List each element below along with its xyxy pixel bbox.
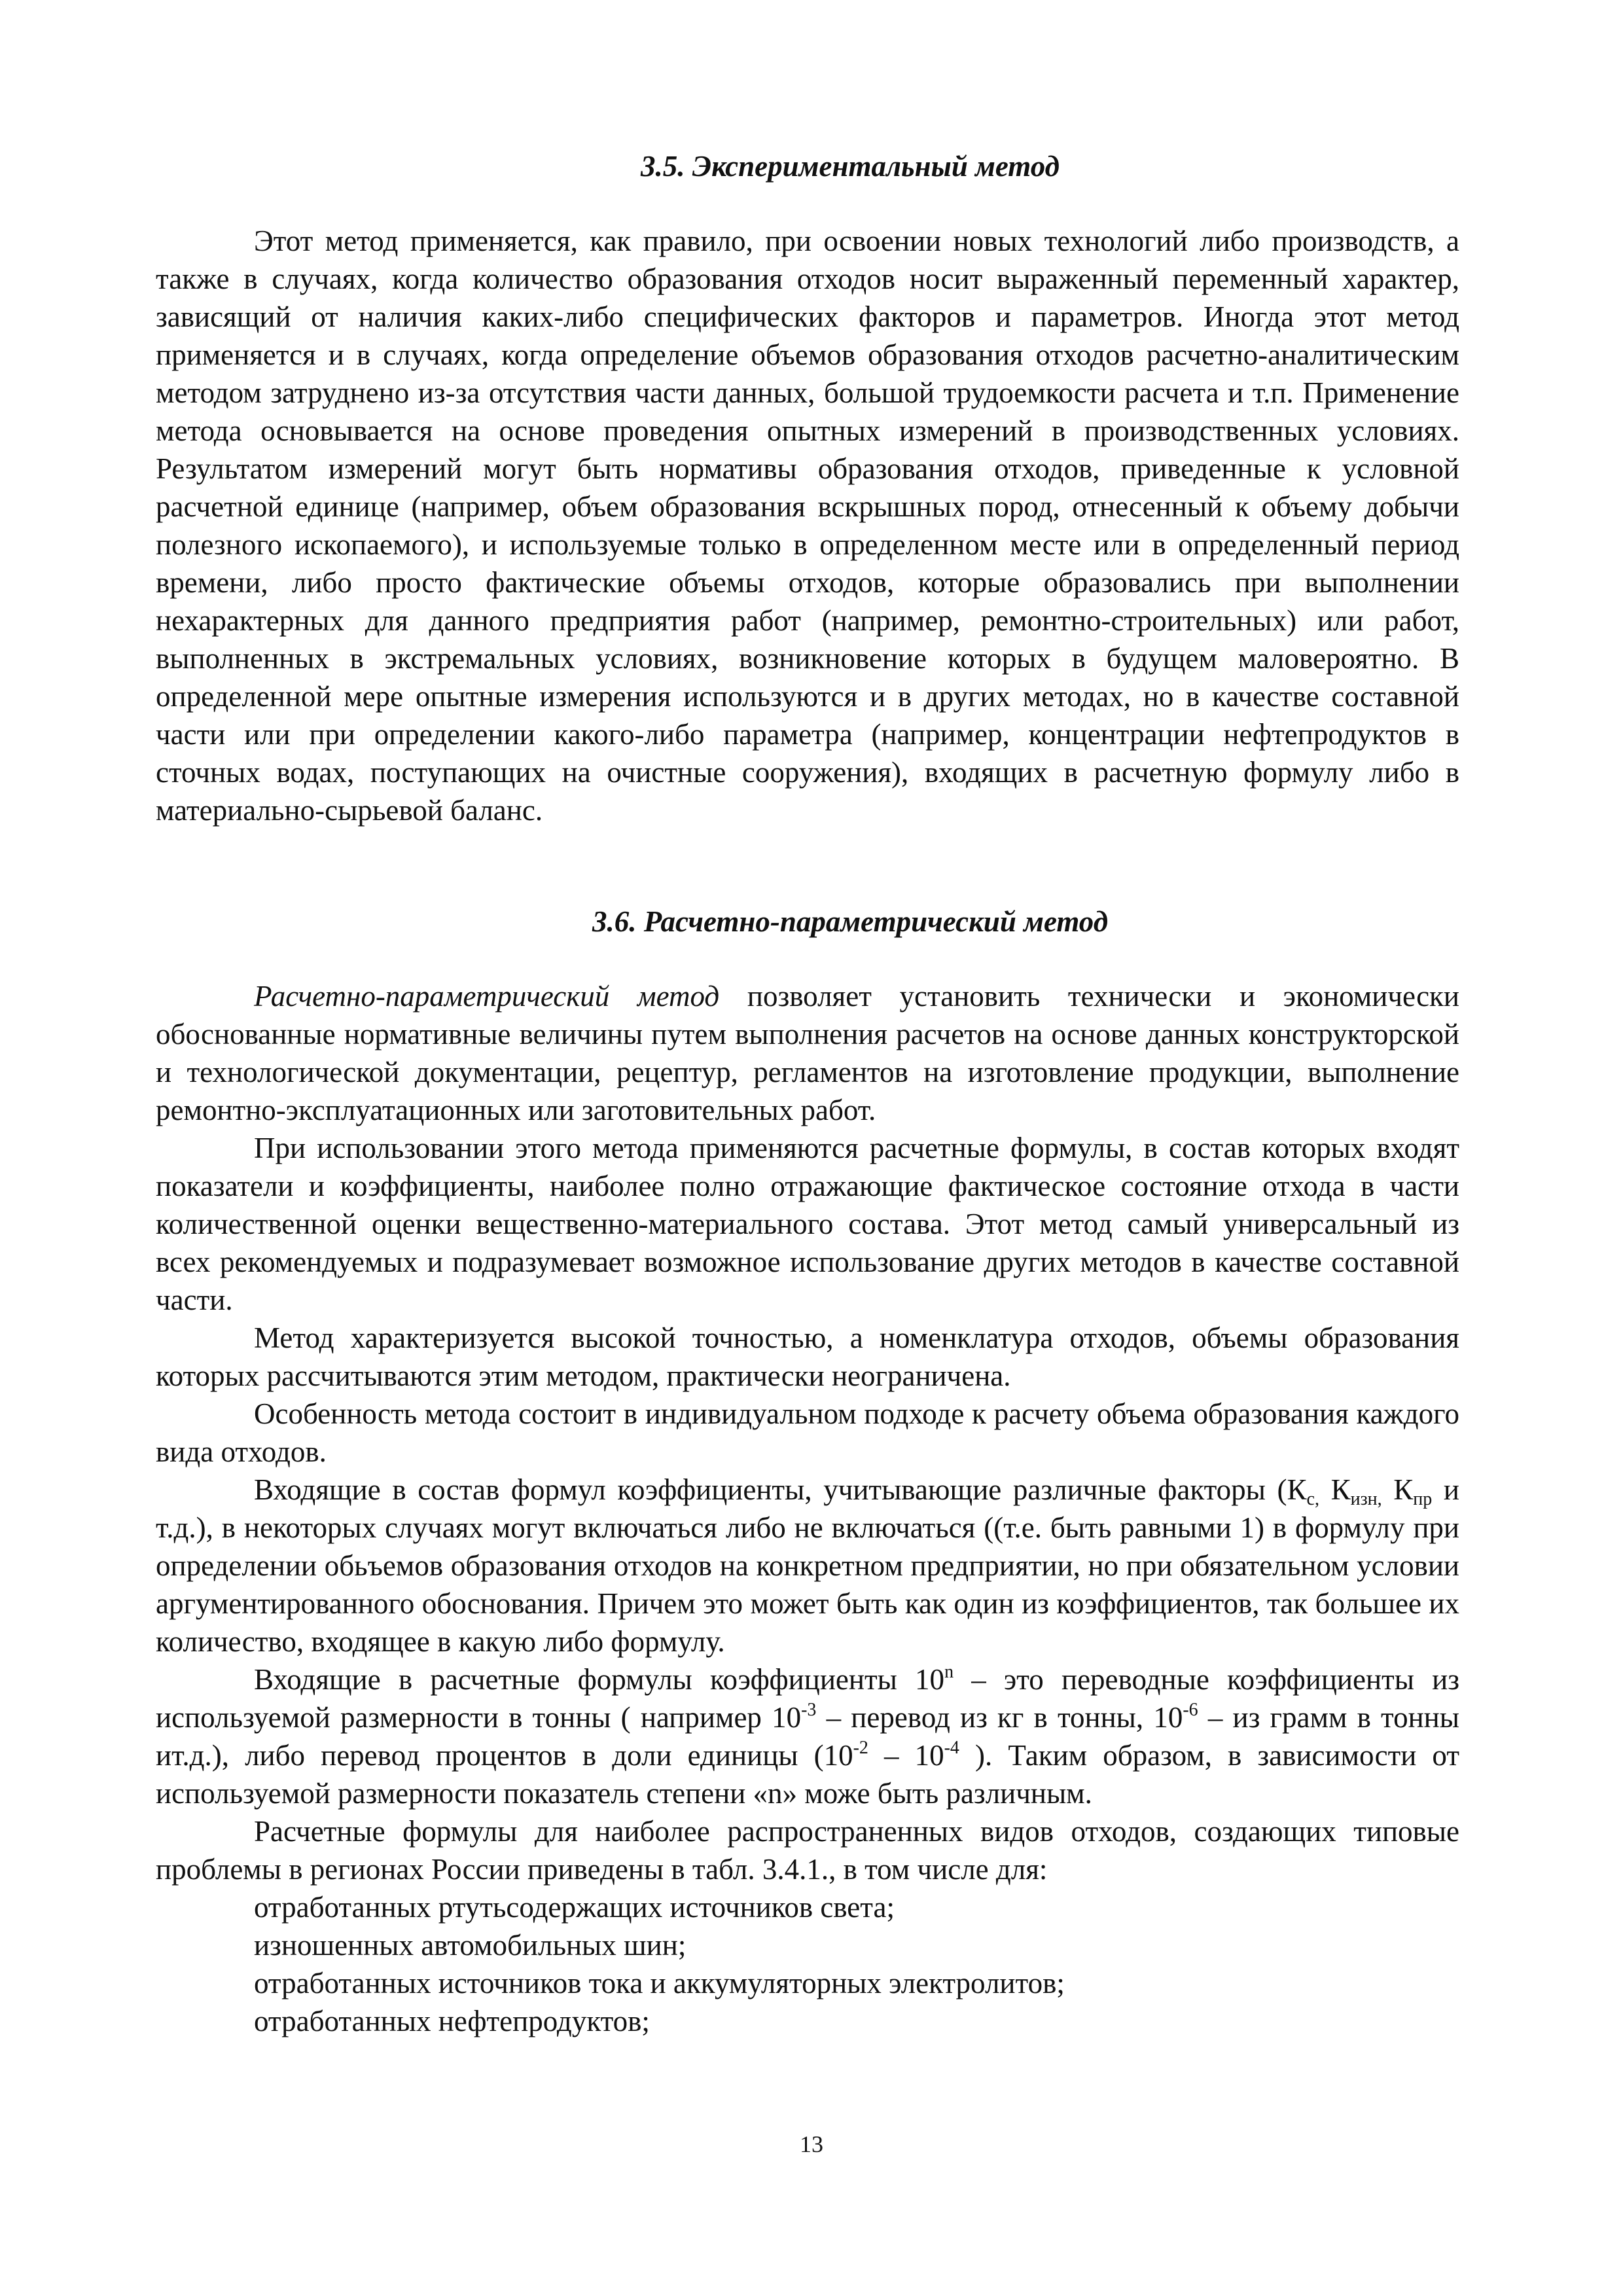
method-term: Расчетно-параметрический метод <box>254 980 720 1013</box>
section-3-6-paragraph-3: Метод характеризуется высокой точностью, а номенклатура отходов, объемы образования которых рассчитываются этим методом, практически неограничена. <box>156 1321 1459 1392</box>
exponent-minus-4: -4 <box>944 1738 959 1758</box>
p6-text-6: ). Таким образом, в зависимости от используемой размерности показатель степени «n» може быть различным. <box>156 1739 1460 1810</box>
list-item: отработанных источников тока и аккумуляторных электролитов; <box>254 1967 1065 2000</box>
section-3-6-heading: 3.6. Расчетно-параметрический метод <box>592 905 1109 938</box>
page-number: 13 <box>800 2131 823 2157</box>
list-item: отработанных ртутьсодержащих источников света; <box>254 1891 895 1924</box>
waste-type-list <box>156 1888 1459 2040</box>
coefficient-subscript-pr: пр <box>1413 1489 1433 1509</box>
section-3-6-paragraph-5 <box>156 1471 1459 1660</box>
p6-text-3: – перевод из кг в тонны, 10 <box>816 1701 1183 1734</box>
p6-text-5: – 10 <box>868 1739 944 1772</box>
section-3-5-paragraph: Этот метод применяется, как правило, при освоении новых технологий либо производств, а также в случаях, когда количество образования отходов носит выраженный переменный характер, зависящий от наличия каких-либо специфических факторов и параметров. Иногда этот метод применяется и в случаях, когда определение объемов образования отходов расчетно-аналитическим методом затруднено из-за отсутствия части данных, большой трудоемкости расчета и т.п. Применение метода основывается на основе проведения опытных измерений в производственных условиях. Результатом измерений могут быть нормативы образования отходов, приведенные к условной расчетной единице (например, объем образования вскрышных пород, отнесенный к объему добычи полезного ископаемого), и используемые только в определенном месте или в определенный период времени, либо просто фактические объемы отходов, которые образовались при выполнении нехарактерных для данного предприятия работ (например, ремонтно-строительных) или работ, выполненных в экстремальных условиях, возникновение которых в будущем маловероятно. В определенной мере опытные измерения используются и в других методах, но в качестве составной части или при определении какого-либо параметра (например, концентрации нефтепродуктов в сточных водах, поступающих на очистные сооружения), входящих в расчетную формулу либо в материально-сырьевой баланс. <box>156 224 1459 827</box>
section-3-6-paragraph-1 <box>156 977 1459 1129</box>
list-item: изношенных автомобильных шин; <box>254 1929 687 1962</box>
p6-text-4: – из грамм в тонны ит.д.), либо перевод процентов в доли единицы (10 <box>156 1701 1459 1772</box>
coefficient-subscript-c: с, <box>1306 1489 1319 1509</box>
exponent-minus-3: -3 <box>801 1700 817 1720</box>
p6-text-2: – это переводные коэффициенты из используемой размерности в тонны ( например 10 <box>156 1663 1459 1734</box>
section-3-6-paragraph-6 <box>156 1660 1459 1812</box>
exponent-n: n <box>944 1662 954 1682</box>
p5-text-2: К <box>1319 1473 1351 1506</box>
p5-text-4: и т.д.), в некоторых случаях могут включаться либо не включаться ((т.е. быть равными 1) в формулу при определении обьъемов образования отходов на конкретном предприятии, но при обязательном условии аргументированного обоснования. Причем это может быть как один из коэффициентов, так большее их количество, входящее в какую либо формулу. <box>156 1473 1459 1658</box>
list-item: отработанных нефтепродуктов; <box>254 2005 650 2037</box>
section-3-6-paragraph-4: Особенность метода состоит в индивидуальном подходе к расчету объема образования каждого вида отходов. <box>156 1397 1459 1468</box>
exponent-minus-6: -6 <box>1183 1700 1198 1720</box>
section-3-6-paragraph-2: При использовании этого метода применяются расчетные формулы, в состав которых входят показатели и коэффициенты, наиболее полно отражающие фактическое состояние отхода в части количественной оценки вещественно-материального состава. Этот метод самый универсальный из всех рекомендуемых и подразумевает возможное использование других методов в качестве составной части. <box>156 1132 1459 1316</box>
section-3-5-heading: 3.5. Экспериментальный метод <box>641 150 1060 183</box>
section-3-6-paragraph-7: Расчетные формулы для наиболее распространенных видов отходов, создающих типовые проблемы в регионах России приведены в табл. 3.4.1., в том числе для: <box>156 1815 1459 1886</box>
exponent-minus-2: -2 <box>853 1738 868 1758</box>
p6-text-1: Входящие в расчетные формулы коэффициенты 10 <box>254 1663 945 1696</box>
p5-text-3: К <box>1382 1473 1414 1506</box>
paragraph-1-rest: позволяет установить технически и экономически обоснованные нормативные величины путем выполнения расчетов на основе данных конструкторской и технологической документации, рецептур, регламентов на изготовление продукции, выполнение ремонтно-эксплуатационных или заготовительных работ. <box>156 980 1459 1126</box>
coefficient-subscript-izn: изн, <box>1350 1489 1382 1509</box>
page-content <box>156 147 1459 2040</box>
p5-text-1: Входящие в состав формул коэффициенты, учитывающие различные факторы (К <box>254 1473 1307 1506</box>
